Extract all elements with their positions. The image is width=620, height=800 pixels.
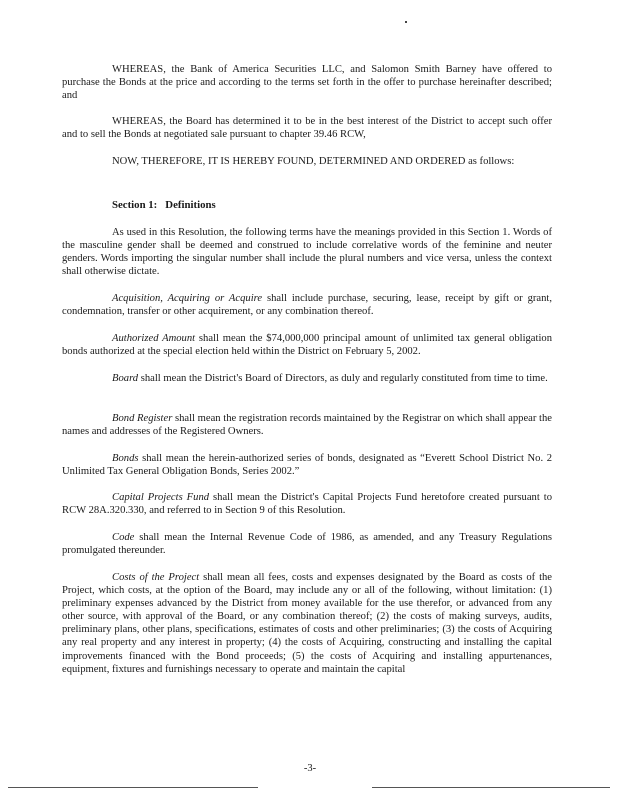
section-number: Section 1:	[112, 199, 158, 211]
definition-acquisition	[62, 292, 552, 318]
definition-text: shall mean the $74,000,000 principal amount of unlimited tax general obligation bonds authorized at the special election held within the District on February 5, 2002.	[62, 333, 552, 358]
definition-board	[62, 372, 552, 385]
definition-text: shall mean the registration records maintained by the Registrar on which shall appear the names and addresses of the Registered Owners.	[62, 413, 552, 438]
whereas-board-paragraph: WHEREAS, the Board has determined it to be in the best interest of the District to accept such offer and to sell the Bonds at negotiated sale pursuant to chapter 39.46 RCW,	[62, 116, 552, 141]
defined-term: Acquisition, Acquiring or Acquire	[112, 293, 263, 304]
definition-bonds	[62, 452, 552, 478]
defined-term: Capital Projects Fund	[112, 492, 210, 503]
defined-term: Costs of the Project	[112, 572, 200, 583]
defined-term: Board	[112, 373, 139, 384]
defined-term: Authorized Amount	[112, 333, 196, 344]
definition-text: shall mean the herein-authorized series of bonds, designated as “Everett School District No. 2 Unlimited Tax General Obligation Bonds, Series 2002.”	[62, 453, 552, 478]
defined-term: Code	[112, 532, 135, 543]
definition-costs-of-the-project	[62, 571, 552, 676]
defined-term: Bond Register	[112, 413, 173, 424]
definition-authorized-amount	[62, 332, 552, 358]
defined-term: Bonds	[112, 453, 139, 464]
section-title: Definitions	[165, 199, 216, 211]
definition-text: shall mean the District's Board of Directors, as duly and regularly constituted from time to time.	[138, 373, 548, 384]
definition-capital-projects-fund	[62, 491, 552, 517]
definition-text: shall mean the District's Capital Projects Fund heretofore created pursuant to RCW 28A.320.330, and referred to in Section 9 of this Resolution.	[62, 492, 552, 517]
definition-text: shall mean all fees, costs and expenses designated by the Board as costs of the Project, which costs, at the option of the Board, may include any or all of the following, without limitation: (1) preliminary expenses advanced by the District from money available for the use therefor, or advanced from any other source, with approval of the Board, or any combination thereof; (2) the costs of making surveys, audits, preliminary plans, other plans, specifications, estimates of costs and other preliminaries; (3) the costs of Acquiring any real property and any interest in property; (4) the costs of Acquiring, constructing and installing the capital improvements financed with the Bond proceeds; (5) the costs of Acquiring and installing appurtenances, equipment, fixtures and furnishings necessary to operate and maintain the capital	[62, 572, 553, 675]
footer-rule-right	[372, 787, 610, 788]
scan-speck	[405, 21, 407, 23]
definition-bond-register	[62, 412, 552, 438]
definition-code	[62, 531, 552, 557]
page-number: -3-	[303, 763, 317, 774]
definition-text: shall mean the Internal Revenue Code of 1986, as amended, and any Treasury Regulations promulgated thereunder.	[62, 532, 552, 557]
definitions-intro-paragraph: As used in this Resolution, the following terms have the meanings provided in this Section 1. Words of the masculine gender shall be deemed and construed to include correlative words of the feminine and neuter genders. Words importing the singular number shall include the plural numbers and vice versa, unless the context shall otherwise dictate.	[62, 227, 552, 278]
now-therefore-paragraph: NOW, THEREFORE, IT IS HEREBY FOUND, DETERMINED AND ORDERED as follows:	[112, 156, 515, 167]
section-heading	[112, 199, 216, 212]
definition-text: shall include purchase, securing, lease, receipt by gift or grant, condemnation, transfer or other acquirement, or any combination thereof.	[62, 293, 552, 318]
footer-rule-left	[8, 787, 258, 788]
whereas-offer-paragraph: WHEREAS, the Bank of America Securities LLC, and Salomon Smith Barney have offered to purchase the Bonds at the price and according to the terms set forth in the offer to purchase hereinafter described; and	[62, 64, 552, 102]
